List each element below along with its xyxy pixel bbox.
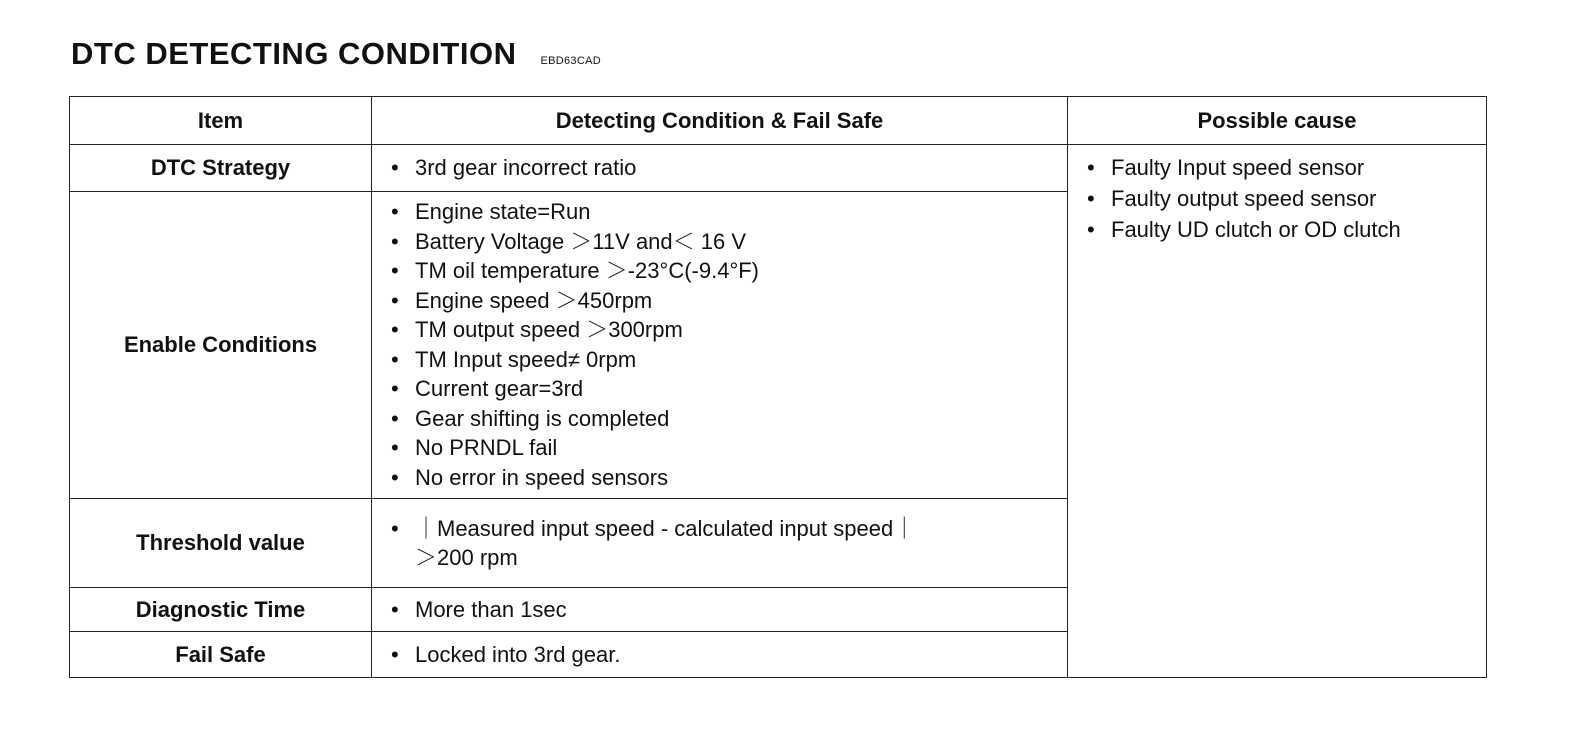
table-row	[70, 145, 1487, 192]
possible-cause-cell	[1068, 145, 1487, 678]
list-item: • More than 1sec	[390, 595, 1067, 625]
table-header-row	[70, 97, 1487, 145]
list-item: • Engine state=Run	[390, 197, 1067, 227]
list-item: • ｜Measured input speed - calculated input speed｜＞200 rpm	[390, 514, 935, 573]
condition-list	[390, 640, 1067, 670]
list-item: • No error in speed sensors	[390, 463, 1067, 493]
condition-list	[390, 153, 1067, 183]
condition-list	[390, 595, 1067, 625]
row-label-fail-safe: Fail Safe	[70, 632, 372, 678]
list-item: • Current gear=3rd	[390, 374, 1067, 404]
list-item: • TM output speed ＞300rpm	[390, 315, 1067, 345]
list-item: • Faulty UD clutch or OD clutch	[1086, 214, 1486, 245]
page-title: DTC DETECTING CONDITION	[71, 36, 517, 71]
condition-cell	[372, 588, 1068, 632]
list-item: • Faulty output speed sensor	[1086, 183, 1486, 214]
list-item: • No PRNDL fail	[390, 433, 1067, 463]
document-code: EBD63CAD	[540, 55, 601, 67]
list-item: • 3rd gear incorrect ratio	[390, 153, 1067, 183]
column-header-cause: Possible cause	[1068, 97, 1487, 145]
column-header-item: Item	[70, 97, 372, 145]
condition-list	[390, 514, 1067, 573]
list-item: • TM Input speed≠ 0rpm	[390, 345, 1067, 375]
condition-cell	[372, 192, 1068, 499]
column-header-condition: Detecting Condition & Fail Safe	[372, 97, 1068, 145]
row-label-diagnostic-time: Diagnostic Time	[70, 588, 372, 632]
page-heading	[71, 36, 601, 76]
list-item: • Faulty Input speed sensor	[1086, 152, 1486, 183]
possible-cause-list	[1086, 152, 1486, 245]
list-item: • Engine speed ＞450rpm	[390, 286, 1067, 316]
row-label-threshold-value: Threshold value	[70, 499, 372, 588]
condition-list	[390, 197, 1067, 492]
condition-cell	[372, 145, 1068, 192]
list-item: • Gear shifting is completed	[390, 404, 1067, 434]
dtc-condition-table	[69, 96, 1487, 678]
row-label-dtc-strategy: DTC Strategy	[70, 145, 372, 192]
list-item: • TM oil temperature ＞-23°C(-9.4°F)	[390, 256, 1067, 286]
list-item: • Locked into 3rd gear.	[390, 640, 1067, 670]
list-item: • Battery Voltage ＞11V and＜ 16 V	[390, 227, 1067, 257]
condition-cell	[372, 499, 1068, 588]
row-label-enable-conditions: Enable Conditions	[70, 192, 372, 499]
condition-cell	[372, 632, 1068, 678]
